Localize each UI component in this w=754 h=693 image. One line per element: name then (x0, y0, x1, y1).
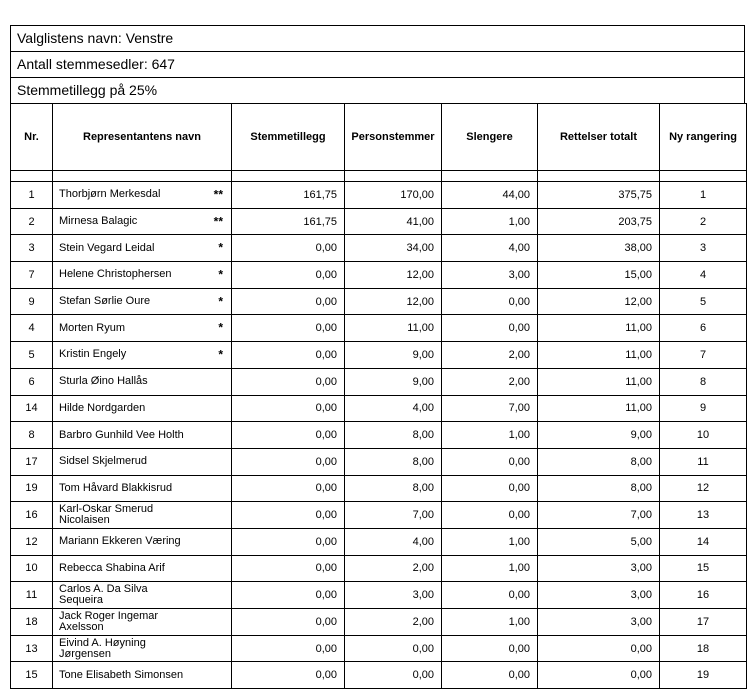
candidate-name: Stein Vegard Leidal (59, 241, 155, 254)
cell-rangering: 13 (660, 502, 747, 529)
cell-stemmetillegg: 0,00 (232, 368, 345, 395)
cell-rangering: 8 (660, 368, 747, 395)
cell-personstemmer: 41,00 (345, 208, 442, 235)
cell-personstemmer: 170,00 (345, 182, 442, 209)
cell-name (53, 395, 232, 422)
cell-rettelser: 8,00 (538, 448, 660, 475)
cell-nr: 10 (11, 555, 53, 582)
candidate-name: Tom Håvard Blakkisrud (59, 481, 173, 494)
candidate-name: Barbro Gunhild Vee Holth (59, 428, 184, 441)
cell-stemmetillegg: 0,00 (232, 502, 345, 529)
cell-rettelser: 5,00 (538, 528, 660, 555)
table-row (11, 555, 747, 582)
candidate-name: Mirnesa Balagic (59, 215, 138, 228)
cell-name (53, 368, 232, 395)
cell-nr: 4 (11, 315, 53, 342)
cell-nr: 19 (11, 475, 53, 502)
cell-personstemmer: 8,00 (345, 475, 442, 502)
cell-nr: 1 (11, 182, 53, 209)
cell-personstemmer: 12,00 (345, 288, 442, 315)
results-table (10, 103, 747, 689)
cell-rangering: 1 (660, 182, 747, 209)
cell-rettelser: 11,00 (538, 342, 660, 369)
cell-personstemmer: 9,00 (345, 342, 442, 369)
vote-report (10, 25, 745, 689)
cell-rangering: 18 (660, 635, 747, 662)
cell-rettelser: 7,00 (538, 502, 660, 529)
candidate-name: Mariann Ekkeren Væring (59, 535, 181, 548)
cell-nr: 12 (11, 528, 53, 555)
candidate-name: Kristin Engely (59, 348, 127, 361)
cell-stemmetillegg: 0,00 (232, 528, 345, 555)
cell-rangering: 5 (660, 288, 747, 315)
header-nr: Nr. (11, 104, 53, 171)
cell-rettelser: 0,00 (538, 662, 660, 689)
candidate-name: Karl-Oskar Smerud Nicolaisen (59, 503, 154, 527)
cell-personstemmer: 8,00 (345, 422, 442, 449)
table-row (11, 395, 747, 422)
cell-rettelser: 11,00 (538, 315, 660, 342)
cell-name (53, 208, 232, 235)
cell-slengere: 0,00 (442, 475, 538, 502)
table-row (11, 182, 747, 209)
cell-stemmetillegg: 0,00 (232, 662, 345, 689)
ballot-count-line: Antall stemmesedler: 647 (10, 51, 745, 77)
table-row (11, 662, 747, 689)
mark-asterisk: * (218, 240, 223, 255)
cell-slengere: 2,00 (442, 342, 538, 369)
header-stemmetillegg: Stemmetillegg (232, 104, 345, 171)
table-row (11, 315, 747, 342)
mark-asterisk: * (218, 320, 223, 335)
candidate-name: Carlos A. Da Silva Sequeira (59, 583, 148, 607)
cell-rettelser: 9,00 (538, 422, 660, 449)
cell-slengere: 1,00 (442, 528, 538, 555)
cell-slengere: 3,00 (442, 262, 538, 289)
cell-stemmetillegg: 0,00 (232, 609, 345, 636)
cell-rettelser: 3,00 (538, 555, 660, 582)
cell-rangering: 12 (660, 475, 747, 502)
cell-name (53, 582, 232, 609)
cell-rettelser: 12,00 (538, 288, 660, 315)
header-slengere: Slengere (442, 104, 538, 171)
cell-slengere: 1,00 (442, 422, 538, 449)
cell-name (53, 528, 232, 555)
cell-stemmetillegg: 0,00 (232, 315, 345, 342)
cell-stemmetillegg: 0,00 (232, 448, 345, 475)
table-row (11, 288, 747, 315)
cell-name (53, 342, 232, 369)
cell-rangering: 15 (660, 555, 747, 582)
cell-rangering: 17 (660, 609, 747, 636)
cell-personstemmer: 7,00 (345, 502, 442, 529)
mark-asterisk: * (218, 347, 223, 362)
candidate-name: Sturla Øino Hallås (59, 375, 148, 388)
mark-asterisk: * (218, 267, 223, 282)
cell-slengere: 0,00 (442, 288, 538, 315)
cell-personstemmer: 4,00 (345, 528, 442, 555)
cell-rettelser: 38,00 (538, 235, 660, 262)
cell-name (53, 609, 232, 636)
cell-rettelser: 15,00 (538, 262, 660, 289)
cell-stemmetillegg: 0,00 (232, 582, 345, 609)
cell-rangering: 2 (660, 208, 747, 235)
table-row (11, 609, 747, 636)
cell-rangering: 6 (660, 315, 747, 342)
cell-personstemmer: 8,00 (345, 448, 442, 475)
cell-name (53, 448, 232, 475)
cell-name (53, 315, 232, 342)
cell-stemmetillegg: 0,00 (232, 342, 345, 369)
cell-rettelser: 11,00 (538, 395, 660, 422)
cell-nr: 13 (11, 635, 53, 662)
cell-stemmetillegg: 0,00 (232, 635, 345, 662)
table-row (11, 208, 747, 235)
cell-rettelser: 3,00 (538, 609, 660, 636)
candidate-name: Helene Christophersen (59, 268, 172, 281)
vote-bonus-line: Stemmetillegg på 25% (10, 77, 745, 103)
cell-slengere: 0,00 (442, 662, 538, 689)
cell-rangering: 11 (660, 448, 747, 475)
cell-name (53, 555, 232, 582)
cell-personstemmer: 2,00 (345, 609, 442, 636)
cell-nr: 6 (11, 368, 53, 395)
candidate-name: Stefan Sørlie Oure (59, 295, 151, 308)
table-row (11, 502, 747, 529)
cell-personstemmer: 2,00 (345, 555, 442, 582)
cell-rangering: 16 (660, 582, 747, 609)
table-row (11, 475, 747, 502)
mark-asterisk: ** (213, 187, 223, 202)
table-row (11, 528, 747, 555)
cell-rangering: 9 (660, 395, 747, 422)
candidate-name: Morten Ryum (59, 321, 126, 334)
header-row (11, 104, 747, 171)
cell-nr: 5 (11, 342, 53, 369)
table-row (11, 262, 747, 289)
header-rettelser: Rettelser totalt (538, 104, 660, 171)
candidate-name: Hilde Nordgarden (59, 401, 146, 414)
cell-name (53, 288, 232, 315)
cell-slengere: 0,00 (442, 635, 538, 662)
candidate-name: Rebecca Shabina Arif (59, 561, 165, 574)
cell-nr: 16 (11, 502, 53, 529)
cell-slengere: 0,00 (442, 502, 538, 529)
cell-nr: 11 (11, 582, 53, 609)
cell-stemmetillegg: 0,00 (232, 262, 345, 289)
cell-personstemmer: 34,00 (345, 235, 442, 262)
cell-personstemmer: 0,00 (345, 635, 442, 662)
cell-name (53, 182, 232, 209)
candidate-name: Eivind A. Høyning Jørgensen (59, 636, 146, 660)
cell-stemmetillegg: 161,75 (232, 182, 345, 209)
candidate-name: Jack Roger Ingemar Axelsson (59, 609, 159, 633)
cell-slengere: 44,00 (442, 182, 538, 209)
cell-personstemmer: 3,00 (345, 582, 442, 609)
cell-nr: 7 (11, 262, 53, 289)
cell-slengere: 1,00 (442, 609, 538, 636)
cell-stemmetillegg: 161,75 (232, 208, 345, 235)
cell-name (53, 475, 232, 502)
cell-slengere: 0,00 (442, 315, 538, 342)
cell-slengere: 1,00 (442, 555, 538, 582)
cell-personstemmer: 12,00 (345, 262, 442, 289)
spacer-row (11, 171, 747, 182)
cell-nr: 3 (11, 235, 53, 262)
cell-stemmetillegg: 0,00 (232, 475, 345, 502)
cell-rangering: 7 (660, 342, 747, 369)
table-row (11, 582, 747, 609)
cell-nr: 14 (11, 395, 53, 422)
cell-personstemmer: 0,00 (345, 662, 442, 689)
cell-stemmetillegg: 0,00 (232, 395, 345, 422)
cell-name (53, 502, 232, 529)
cell-rettelser: 3,00 (538, 582, 660, 609)
table-row (11, 422, 747, 449)
cell-nr: 15 (11, 662, 53, 689)
cell-rangering: 10 (660, 422, 747, 449)
cell-rangering: 19 (660, 662, 747, 689)
table-row (11, 235, 747, 262)
cell-slengere: 0,00 (442, 448, 538, 475)
cell-name (53, 262, 232, 289)
cell-rettelser: 203,75 (538, 208, 660, 235)
cell-nr: 2 (11, 208, 53, 235)
cell-nr: 8 (11, 422, 53, 449)
cell-rangering: 4 (660, 262, 747, 289)
cell-slengere: 1,00 (442, 208, 538, 235)
cell-stemmetillegg: 0,00 (232, 288, 345, 315)
candidate-name: Sidsel Skjelmerud (59, 455, 148, 468)
cell-rettelser: 11,00 (538, 368, 660, 395)
cell-name (53, 422, 232, 449)
candidate-name: Thorbjørn Merkesdal (59, 188, 161, 201)
list-name-line: Valglistens navn: Venstre (10, 25, 745, 51)
cell-nr: 18 (11, 609, 53, 636)
cell-name (53, 635, 232, 662)
table-row (11, 342, 747, 369)
cell-rettelser: 0,00 (538, 635, 660, 662)
cell-slengere: 2,00 (442, 368, 538, 395)
header-name: Representantens navn (53, 104, 232, 171)
table-row (11, 448, 747, 475)
cell-slengere: 4,00 (442, 235, 538, 262)
cell-personstemmer: 9,00 (345, 368, 442, 395)
cell-name (53, 662, 232, 689)
mark-asterisk: * (218, 294, 223, 309)
cell-name (53, 235, 232, 262)
cell-stemmetillegg: 0,00 (232, 235, 345, 262)
cell-slengere: 7,00 (442, 395, 538, 422)
cell-slengere: 0,00 (442, 582, 538, 609)
cell-personstemmer: 11,00 (345, 315, 442, 342)
cell-nr: 9 (11, 288, 53, 315)
header-personstemmer: Personstemmer (345, 104, 442, 171)
mark-asterisk: ** (213, 214, 223, 229)
table-row (11, 368, 747, 395)
cell-rettelser: 8,00 (538, 475, 660, 502)
cell-stemmetillegg: 0,00 (232, 422, 345, 449)
candidate-name: Tone Elisabeth Simonsen (59, 668, 184, 681)
cell-rettelser: 375,75 (538, 182, 660, 209)
cell-stemmetillegg: 0,00 (232, 555, 345, 582)
table-row (11, 635, 747, 662)
cell-nr: 17 (11, 448, 53, 475)
header-rangering: Ny rangering (660, 104, 747, 171)
cell-rangering: 3 (660, 235, 747, 262)
cell-rangering: 14 (660, 528, 747, 555)
cell-personstemmer: 4,00 (345, 395, 442, 422)
